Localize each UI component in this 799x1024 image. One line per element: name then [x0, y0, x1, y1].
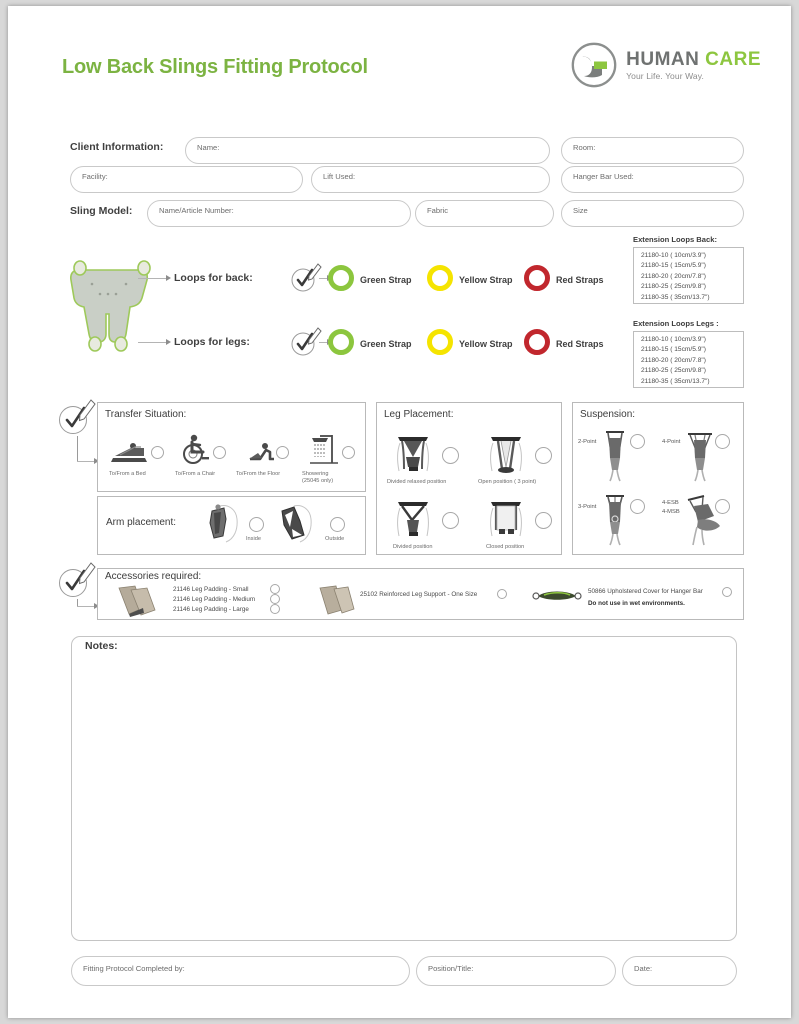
green-strap-ring-back[interactable] [328, 265, 354, 291]
pencil-check-accessories-icon [56, 559, 98, 601]
extension-loops-back-item: 21180-20 ( 20cm/7.8") [641, 272, 706, 280]
arm-inside-label: Inside [246, 536, 261, 542]
low-back-sling-illustration [66, 254, 158, 354]
extension-loops-back-item: 21180-35 ( 35cm/13.7") [641, 293, 710, 301]
date-field[interactable] [622, 956, 737, 986]
suspension-2point-icon [600, 430, 630, 482]
suspension-4point-icon [684, 430, 716, 482]
reinforced-leg-support-icon [316, 584, 362, 616]
lift-used-field-label: Lift Used: [323, 172, 356, 181]
human-care-logo [571, 42, 761, 88]
accessory-reinforced-leg-support-radio[interactable] [497, 589, 507, 599]
extension-loops-back-item: 21180-10 ( 10cm/3.9") [641, 252, 706, 259]
extension-loops-legs-title: Extension Loops Legs : [633, 319, 719, 328]
accessories-leader-hline [77, 606, 95, 607]
floor-transfer-icon [246, 442, 276, 462]
arm-inside-icon [206, 503, 244, 545]
suspension-3point-label: 3-Point [578, 504, 597, 510]
arm-outside-icon [278, 503, 318, 545]
accessory-leg-padding-medium-label: 21146 Leg Padding - Medium [173, 596, 256, 603]
extension-loops-legs-item: 21180-15 ( 15cm/5.9") [641, 346, 706, 354]
logo-tagline: Your Life. Your Way. [626, 70, 704, 81]
yellow-strap-label-back: Yellow Strap [459, 275, 513, 285]
lift-used-field[interactable] [311, 166, 550, 193]
green-strap-label-legs: Green Strap [360, 339, 412, 349]
suspension-msb-label: 4-MSB [662, 509, 680, 515]
date-label: Date: [634, 964, 653, 973]
suspension-2point-radio[interactable] [630, 434, 645, 449]
extension-loops-back-box [633, 247, 744, 304]
sling-divided-icon [392, 496, 434, 540]
extension-loops-back-title: Extension Loops Back: [633, 235, 717, 244]
extension-loops-legs-item: 21180-20 ( 20cm/7.8") [641, 356, 706, 364]
pencil-check-back-icon [289, 260, 323, 294]
red-strap-label-legs: Red Straps [556, 339, 604, 349]
position-title-label: Position/Title: [428, 964, 474, 973]
pencil-check-legs-icon [289, 324, 323, 358]
leg-open-label: Open position ( 3 point) [478, 479, 537, 485]
accessory-leg-padding-small-label: 21146 Leg Padding - Small [173, 586, 249, 593]
sling-open-icon [485, 431, 527, 475]
hanger-bar-cover-icon [532, 588, 582, 604]
suspension-esb-label: 4-ESB [662, 500, 679, 506]
transfer-shower-label: Showering [302, 471, 329, 477]
transfer-leader-hline [77, 461, 95, 462]
page-title: Low Back Slings Fitting Protocol [62, 56, 368, 78]
suspension-esb-msb-radio[interactable] [715, 499, 730, 514]
document-page [8, 6, 791, 1018]
transfer-floor-radio[interactable] [276, 446, 289, 459]
loops-for-back-label: Loops for back: [174, 272, 253, 284]
position-title-field[interactable] [416, 956, 616, 986]
accessory-hanger-bar-cover-label: 50866 Upholstered Cover for Hanger Bar [588, 588, 703, 595]
shower-icon [308, 433, 338, 465]
facility-field-label: Facility: [82, 172, 108, 181]
facility-field[interactable] [70, 166, 303, 193]
loops-legs-leader-line [138, 342, 166, 343]
fabric-field-label: Fabric [427, 206, 449, 215]
logo-text-care: CARE [705, 48, 761, 70]
room-field-label: Room: [573, 143, 596, 152]
accessories-title: Accessories required: [105, 571, 202, 582]
completed-by-field[interactable] [71, 956, 410, 986]
transfer-bed-label: To/From a Bed [109, 471, 146, 477]
size-field[interactable] [561, 200, 744, 227]
red-strap-label-back: Red Straps [556, 275, 604, 285]
accessory-hanger-bar-cover-radio[interactable] [722, 587, 732, 597]
transfer-situation-title: Transfer Situation: [105, 409, 187, 420]
name-field[interactable] [185, 137, 550, 164]
yellow-strap-label-legs: Yellow Strap [459, 339, 513, 349]
suspension-4point-radio[interactable] [715, 434, 730, 449]
leg-divided-relaxed-radio[interactable] [442, 447, 459, 464]
loops-for-legs-label: Loops for legs: [174, 336, 250, 348]
transfer-floor-label: To/From the Floor [236, 471, 281, 477]
transfer-chair-label: To/From a Chair [175, 471, 216, 477]
accessory-leg-padding-large-label: 21146 Leg Padding - Large [173, 606, 249, 613]
arm-inside-radio[interactable] [249, 517, 264, 532]
yellow-strap-ring-back[interactable] [427, 265, 453, 291]
sling-model-label: Sling Model: [70, 205, 133, 217]
leg-closed-label: Closed position [486, 544, 525, 550]
arm-outside-label: Outside [325, 536, 345, 542]
leg-closed-radio[interactable] [535, 512, 552, 529]
completed-by-label: Fitting Protocol Completed by: [83, 964, 185, 973]
hanger-bar-used-field[interactable] [561, 166, 744, 193]
leg-open-radio[interactable] [535, 447, 552, 464]
loops-legs-arrow-icon [166, 339, 171, 345]
leg-placement-title: Leg Placement: [384, 409, 454, 420]
extension-loops-back-item: 21180-25 ( 25cm/9.8") [641, 283, 706, 291]
loops-back-arrow-icon [166, 275, 171, 281]
loops-back-leader-line [138, 278, 166, 279]
leg-divided-relaxed-label: Divided relaxed position [387, 479, 447, 485]
notes-field[interactable] [71, 636, 737, 941]
accessory-leg-padding-medium-radio[interactable] [270, 594, 280, 604]
size-field-label: Size [573, 206, 588, 215]
human-care-logo-mark [571, 42, 617, 88]
pencil-check-transfer-icon [56, 396, 98, 438]
arm-outside-radio[interactable] [330, 517, 345, 532]
article-number-field-label: Name/Article Number: [159, 206, 234, 215]
red-strap-ring-back[interactable] [524, 265, 550, 291]
transfer-shower-sublabel: (25045 only) [302, 478, 334, 484]
wheelchair-transfer-icon [180, 434, 212, 464]
extension-loops-legs-item: 21180-35 ( 35cm/13.7") [641, 377, 710, 385]
extension-loops-legs-item: 21180-10 ( 10cm/3.9") [641, 336, 706, 343]
transfer-leader-vline [77, 436, 78, 461]
accessory-hanger-bar-cover-warning: Do not use in wet environments. [588, 600, 685, 607]
suspension-title: Suspension: [580, 409, 636, 420]
leg-divided-radio[interactable] [442, 512, 459, 529]
fabric-field[interactable] [415, 200, 554, 227]
leg-divided-label: Divided position [393, 544, 433, 550]
green-strap-ring-legs[interactable] [328, 329, 354, 355]
extension-loops-legs-box [633, 331, 744, 388]
leg-padding-icon [113, 584, 163, 618]
red-strap-ring-legs[interactable] [524, 329, 550, 355]
green-strap-label-back: Green Strap [360, 275, 412, 285]
accessory-leg-padding-large-radio[interactable] [270, 604, 280, 614]
transfer-shower-radio[interactable] [342, 446, 355, 459]
sling-closed-icon [485, 496, 527, 540]
room-field[interactable] [561, 137, 744, 164]
suspension-3point-icon [600, 494, 630, 546]
extension-loops-back-item: 21180-15 ( 15cm/5.9") [641, 262, 706, 270]
suspension-4point-label: 4-Point [662, 439, 681, 445]
accessory-leg-padding-small-radio[interactable] [270, 584, 280, 594]
client-information-label: Client Information: [70, 141, 164, 153]
article-number-field[interactable] [147, 200, 411, 227]
extension-loops-legs-item: 21180-25 ( 25cm/9.8") [641, 367, 706, 375]
transfer-bed-radio[interactable] [151, 446, 164, 459]
yellow-strap-ring-legs[interactable] [427, 329, 453, 355]
transfer-chair-radio[interactable] [213, 446, 226, 459]
hanger-bar-used-field-label: Hanger Bar Used: [573, 172, 634, 181]
notes-label: Notes: [85, 640, 118, 652]
bed-transfer-icon [111, 440, 149, 464]
logo-text-human: HUMAN [626, 48, 700, 70]
suspension-2point-label: 2-Point [578, 439, 597, 445]
arm-placement-title: Arm placement: [106, 517, 177, 528]
accessory-reinforced-leg-support-label: 25102 Reinforced Leg Support - One Size [360, 591, 478, 598]
name-field-label: Name: [197, 143, 220, 152]
sling-divided-relaxed-icon [392, 431, 434, 475]
suspension-3point-radio[interactable] [630, 499, 645, 514]
